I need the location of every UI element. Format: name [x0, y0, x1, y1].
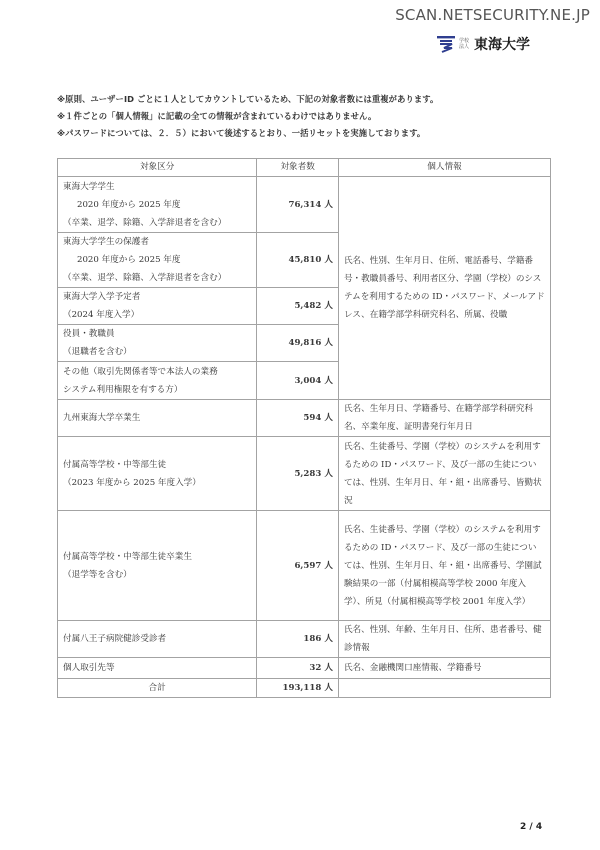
category-cell [58, 288, 257, 325]
notes [57, 91, 438, 142]
category-line: その他（取引先関係者等で本法人の業務 [63, 366, 218, 377]
personal-info-cell: 氏名、生徒番号、学園（学校）のシステムを利用するための ID・パスワード、及び一部の生徒については、性別、生年月日、年・組・出席番号、学園試験結果の一部（付属相模高等学校 2000 年度入学）、所見（付属相模高等学校 2001 年度入学） [338, 511, 550, 621]
personal-info-cell: 氏名、生年月日、学籍番号、在籍学部学科研究科名、卒業年度、証明書発行年月日 [338, 400, 550, 437]
personal-info-cell: 氏名、金融機関口座情報、学籍番号 [338, 658, 550, 679]
logo-name: 東海大学 [474, 37, 530, 53]
tokai-university-logo-icon [436, 35, 456, 53]
category-cell: 九州東海大学卒業生 [58, 400, 257, 437]
category-line: 役員・教職員 [63, 329, 115, 339]
category-line: 付属高等学校・中等部生徒 [63, 459, 167, 470]
total-label: 合計 [58, 679, 257, 698]
total-count: 193,118 人 [257, 679, 339, 698]
university-logo [436, 34, 530, 54]
category-cell [58, 177, 257, 233]
category-line: （卒業、退学、除籍、入学辞退者を含む） [63, 273, 227, 283]
table-row [58, 511, 551, 621]
table-header-row [58, 159, 551, 177]
note-3: ※パスワードについては、２．５）において後述するとおり、一括リセットを実施しております。 [57, 128, 426, 138]
category-line: 2020 年度から 2025 年度 [77, 255, 181, 265]
affected-data-table [57, 158, 551, 698]
count-cell: 45,810 人 [257, 233, 339, 288]
category-cell: 個人取引先等 [58, 658, 257, 679]
category-line: 東海大学学生の保護者 [63, 237, 149, 247]
count-cell: 3,004 人 [257, 362, 339, 400]
count-cell: 76,314 人 [257, 177, 339, 233]
count-cell: 186 人 [257, 621, 339, 658]
empty-cell [338, 679, 550, 698]
category-cell [58, 233, 257, 288]
category-line: （卒業、退学、除籍、入学辞退者を含む） [63, 217, 227, 228]
personal-info-cell: 氏名、性別、生年月日、住所、電話番号、学籍番号・教職員番号、利用者区分、学園（学校）のシステムを利用するための ID・パスワード、メールアドレス、在籍学部学科研究科名、所属、役職 [338, 177, 550, 400]
category-line: （2023 年度から 2025 年度入学） [63, 477, 201, 488]
category-cell: 付属八王子病院健診受診者 [58, 621, 257, 658]
category-line: （退学等を含む） [63, 569, 132, 580]
page-number: 2 / 4 [520, 822, 543, 832]
table-row [58, 658, 551, 679]
watermark: SCAN.NETSECURITY.NE.JP [395, 6, 590, 24]
count-cell: 594 人 [257, 400, 339, 437]
count-cell: 32 人 [257, 658, 339, 679]
category-line: （退職者を含む） [63, 347, 132, 357]
logo-small-text: 学校法人 [459, 38, 470, 50]
note-2: ※１件ごとの「個人情報」に記載の全ての情報が含まれているわけではありません。 [57, 111, 377, 121]
total-row [58, 679, 551, 698]
header-count: 対象者数 [257, 159, 339, 177]
category-line: 東海大学学生 [63, 181, 115, 192]
category-cell [58, 437, 257, 511]
category-line: 東海大学入学予定者 [63, 292, 141, 302]
note-1: ※原則、ユーザーID ごとに１人としてカウントしているため、下記の対象者数には重複があります。 [57, 94, 439, 104]
category-cell [58, 362, 257, 400]
table-row [58, 400, 551, 437]
count-cell: 5,482 人 [257, 288, 339, 325]
table-row [58, 177, 551, 233]
table-row [58, 437, 551, 511]
count-cell: 6,597 人 [257, 511, 339, 621]
count-cell: 49,816 人 [257, 325, 339, 362]
category-line: 2020 年度から 2025 年度 [77, 199, 181, 210]
header-category: 対象区分 [58, 159, 257, 177]
category-line: 付属高等学校・中等部生徒卒業生 [63, 551, 192, 562]
category-cell [58, 325, 257, 362]
category-line: （2024 年度入学） [63, 310, 140, 320]
personal-info-cell: 氏名、生徒番号、学園（学校）のシステムを利用するための ID・パスワード、及び一部の生徒については、性別、生年月日、年・組・出席番号、皆勤状況 [338, 437, 550, 511]
table-row [58, 621, 551, 658]
header-personal-info: 個人情報 [338, 159, 550, 177]
count-cell: 5,283 人 [257, 437, 339, 511]
category-cell [58, 511, 257, 621]
personal-info-cell: 氏名、性別、年齢、生年月日、住所、患者番号、健診情報 [338, 621, 550, 658]
category-line: システム利用権限を有する方） [63, 384, 183, 395]
